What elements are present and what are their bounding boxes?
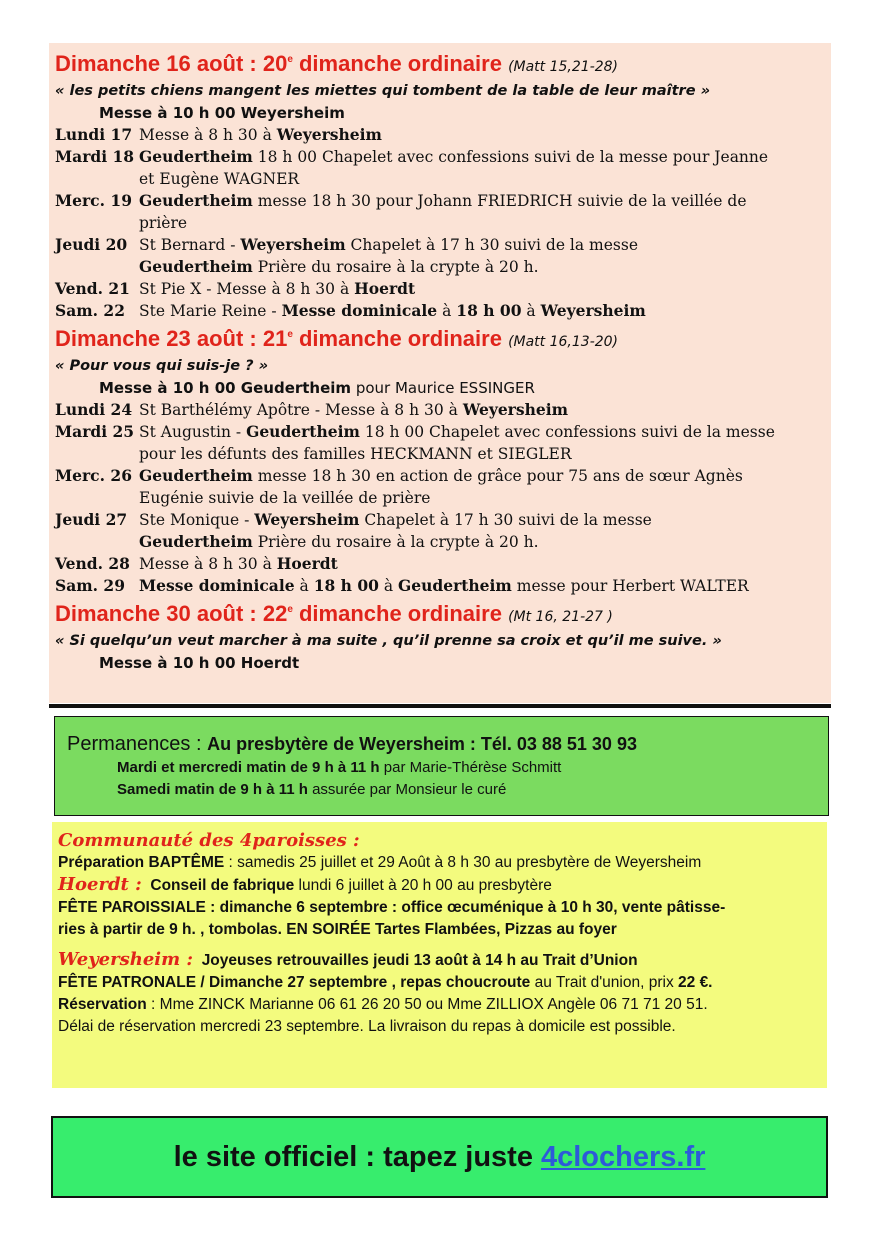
official-site-banner <box>51 1116 828 1198</box>
sunday-heading: Dimanche 16 août : 20e dimanche ordinaire (Matt 15,21-28) <box>55 51 619 76</box>
sunday-mass: Messe à 10 h 00 Weyersheim <box>99 104 345 122</box>
delai-line: Délai de réservation mercredi 23 septembre. La livraison du repas à domicile est possible. <box>58 1018 676 1035</box>
community-box <box>52 822 827 1088</box>
gospel-quote: « les petits chiens mangent les miettes qui tombent de la table de leur maître » <box>55 83 710 99</box>
gospel-quote: « Si quelqu’un veut marcher à ma suite , qu’il prenne sa croix et qu’il me suive. » <box>55 633 722 649</box>
permanences-line: Mardi et mercredi matin de 9 h à 11 h par Marie-Thérèse Schmitt <box>117 759 562 776</box>
day-row: Sam. 22 Ste Marie Reine - Messe dominicale à 18 h 00 à Weyersheim <box>55 301 646 320</box>
day-row: Mardi 18 Geudertheim 18 h 00 Chapelet avec confessions suivi de la messe pour Jeanne et Eugène WAGNER <box>55 147 769 188</box>
divider <box>49 704 831 708</box>
sunday-heading: Dimanche 23 août : 21e dimanche ordinaire (Matt 16,13-20) <box>55 326 619 351</box>
fete-paroissiale-line: ries à partir de 9 h. , tombolas. EN SOIRÉE Tartes Flambées, Pizzas au foyer <box>58 921 617 938</box>
hoerdt-line: Hoerdt : Conseil de fabrique lundi 6 juillet à 20 h 00 au presbytère <box>58 874 552 895</box>
day-row: Lundi 24 St Barthélémy Apôtre - Messe à 8 h 30 à Weyersheim <box>55 400 568 419</box>
sunday-mass: Messe à 10 h 00 Geudertheim pour Maurice ESSINGER <box>99 379 535 397</box>
permanences-line: Samedi matin de 9 h à 11 h assurée par Monsieur le curé <box>117 781 507 798</box>
permanences-box <box>54 716 829 816</box>
day-row: Sam. 29 Messe dominicale à 18 h 00 à Geudertheim messe pour Herbert WALTER <box>55 576 749 595</box>
reservation-line: Réservation : Mme ZINCK Marianne 06 61 26 20 50 ou Mme ZILLIOX Angèle 06 71 71 20 51. <box>58 996 708 1013</box>
gospel-quote: « Pour vous qui suis-je ? » <box>55 358 269 374</box>
day-row: Mardi 25 St Augustin - Geudertheim 18 h 00 Chapelet avec confessions suivi de la messe pour les défunts des familles HECKMANN et SIEGLER <box>55 422 775 463</box>
day-row: Merc. 19 Geudertheim messe 18 h 30 pour Johann FRIEDRICH suivie de la veillée de prière <box>55 191 747 232</box>
weyersheim-line: Weyersheim : Joyeuses retrouvailles jeudi 13 août à 14 h au Trait d’Union <box>58 949 638 970</box>
mass-schedule <box>49 43 831 703</box>
community-heading: Communauté des 4paroisses : <box>58 830 360 851</box>
fete-patronale-line: FÊTE PATRONALE / Dimanche 27 septembre , repas choucroute au Trait d'union, prix 22 €. <box>58 974 713 991</box>
day-row: Jeudi 20 St Bernard - Weyersheim Chapelet à 17 h 30 suivi de la messe Geudertheim Prière du rosaire à la crypte à 20 h. <box>55 235 638 276</box>
site-text: le site officiel : tapez juste <box>173 1140 533 1173</box>
sunday-heading: Dimanche 30 août : 22e dimanche ordinaire (Mt 16, 21-27 ) <box>55 601 613 626</box>
day-row: Merc. 26 Geudertheim messe 18 h 30 en action de grâce pour 75 ans de sœur Agnès Eugénie suivie de la veillée de prière <box>55 466 743 507</box>
permanences-title: Permanences : Au presbytère de Weyersheim : Tél. 03 88 51 30 93 <box>67 733 637 755</box>
day-row: Vend. 21 St Pie X - Messe à 8 h 30 à Hoerdt <box>55 279 416 298</box>
site-link[interactable]: 4clochers.fr <box>540 1140 706 1173</box>
fete-paroissiale-line: FÊTE PAROISSIALE : dimanche 6 septembre : office œcuménique à 10 h 30, vente pâtisse- <box>58 899 726 916</box>
day-row: Vend. 28 Messe à 8 h 30 à Hoerdt <box>55 554 338 573</box>
day-row: Jeudi 27 Ste Monique - Weyersheim Chapelet à 17 h 30 suivi de la messe Geudertheim Prière du rosaire à la crypte à 20 h. <box>55 510 652 551</box>
sunday-mass: Messe à 10 h 00 Hoerdt <box>99 654 300 672</box>
bapteme-line: Préparation BAPTÊME : samedis 25 juillet et 29 Août à 8 h 30 au presbytère de Weyersheim <box>58 854 702 871</box>
day-row: Lundi 17 Messe à 8 h 30 à Weyersheim <box>55 125 382 144</box>
